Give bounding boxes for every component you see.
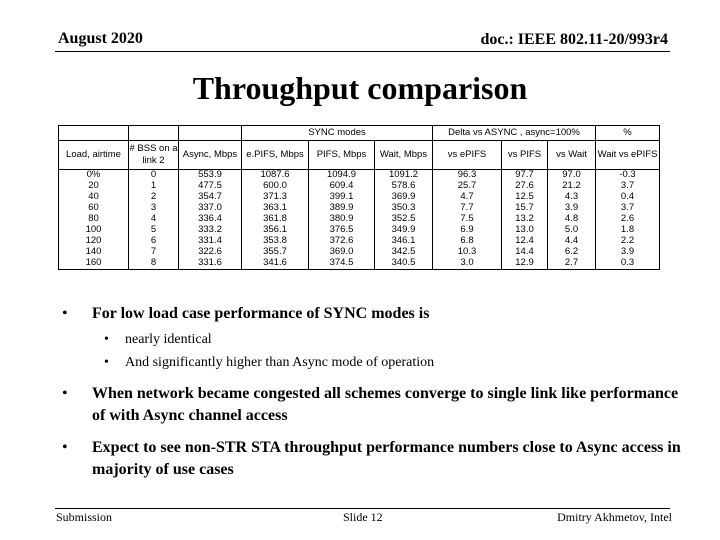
table-cell: 346.1 (375, 236, 433, 247)
bullet-list (62, 303, 682, 481)
table-cell: 477.5 (179, 181, 242, 192)
table-cell: 25.7 (433, 181, 502, 192)
table-cell: 363.1 (242, 203, 309, 214)
table-cell: 20 (59, 181, 129, 192)
table-cell: 341.6 (242, 258, 309, 270)
table-cell: 369.0 (309, 247, 375, 258)
column-header: # BSS on a link 2 (129, 141, 179, 170)
sync-modes-header: SYNC modes (242, 126, 433, 141)
table-cell: 322.6 (179, 247, 242, 258)
table-row (59, 192, 660, 203)
table-cell: 578.6 (375, 181, 433, 192)
table-cell: 6 (129, 236, 179, 247)
table-cell: 4.8 (548, 214, 596, 225)
table-cell: 1.8 (596, 225, 660, 236)
bullet-marker: • (62, 385, 68, 402)
sub-bullet-text: nearly identical (125, 332, 212, 347)
table-row (59, 181, 660, 192)
table-cell: 10.3 (433, 247, 502, 258)
table-cell: 4.7 (433, 192, 502, 203)
table-row (59, 258, 660, 270)
table-row (59, 225, 660, 236)
table-cell: 0.4 (596, 192, 660, 203)
bullet-text: When network became congested all schemes converge to single link like performance of with Async channel access (92, 385, 679, 424)
table-cell: 160 (59, 258, 129, 270)
table-cell: 80 (59, 214, 129, 225)
column-header: Load, airtime (59, 141, 129, 170)
bullet-marker: • (104, 332, 109, 347)
table-group-header-row (59, 126, 660, 141)
table-cell: 5 (129, 225, 179, 236)
column-header: vs PIFS (502, 141, 548, 170)
column-header: vs Wait (548, 141, 596, 170)
footer-author: Dmitry Akhmetov, Intel (557, 510, 672, 524)
table-cell: 0.3 (596, 258, 660, 270)
table-cell: 376.5 (309, 225, 375, 236)
table-cell: 372.6 (309, 236, 375, 247)
table-cell: 6.9 (433, 225, 502, 236)
table-cell: 21.2 (548, 181, 596, 192)
table-cell: 399.1 (309, 192, 375, 203)
table-cell: 2 (129, 192, 179, 203)
throughput-table (58, 125, 660, 270)
table-cell: 331.4 (179, 236, 242, 247)
column-header: e.PIFS, Mbps (242, 141, 309, 170)
table-cell: 380.9 (309, 214, 375, 225)
table-cell: 12.4 (502, 236, 548, 247)
table-cell: 14.4 (502, 247, 548, 258)
slide-title: Throughput comparison (192, 70, 528, 106)
table-cell (129, 126, 179, 141)
footer-slide-number: Slide 12 (343, 510, 383, 524)
table-row (59, 170, 660, 182)
table-cell: 333.2 (179, 225, 242, 236)
table-cell: 13.0 (502, 225, 548, 236)
footer-submission: Submission (56, 510, 113, 524)
percent-header: % (596, 126, 660, 141)
table-cell: 12.5 (502, 192, 548, 203)
table-cell: 8 (129, 258, 179, 270)
column-header: PIFS, Mbps (309, 141, 375, 170)
table-cell: 7.7 (433, 203, 502, 214)
bullet-item (62, 383, 682, 427)
table-cell: 356.1 (242, 225, 309, 236)
table-row (59, 214, 660, 225)
table-cell: 1091.2 (375, 170, 433, 182)
table-cell: 27.6 (502, 181, 548, 192)
table-cell: 352.5 (375, 214, 433, 225)
table-cell: 4 (129, 214, 179, 225)
table-cell: 353.8 (242, 236, 309, 247)
table-column-header-row (59, 141, 660, 170)
table-cell: 361.8 (242, 214, 309, 225)
table-cell: 120 (59, 236, 129, 247)
footer-divider (55, 508, 670, 509)
table-row (59, 236, 660, 247)
table-cell (179, 126, 242, 141)
table-cell: 6.2 (548, 247, 596, 258)
table-cell: 6.8 (433, 236, 502, 247)
table-cell: 369.9 (375, 192, 433, 203)
table-cell: 3.9 (548, 203, 596, 214)
sub-bullet-text: And significantly higher than Async mode of operation (125, 355, 435, 370)
column-header: Wait vs ePIFS (596, 141, 660, 170)
table-cell: 1094.9 (309, 170, 375, 182)
bullet-marker: • (62, 305, 68, 322)
header-doc-id: doc.: IEEE 802.11-20/993r4 (480, 31, 668, 48)
delta-header: Delta vs ASYNC , async=100% (433, 126, 596, 141)
table-cell: 12.9 (502, 258, 548, 270)
table-cell: 2.2 (596, 236, 660, 247)
table-cell: 140 (59, 247, 129, 258)
table-cell: 331.6 (179, 258, 242, 270)
table-cell: 1 (129, 181, 179, 192)
table-cell: 3.9 (596, 247, 660, 258)
table-cell: 5.0 (548, 225, 596, 236)
table-cell: 600.0 (242, 181, 309, 192)
table-cell: 374.5 (309, 258, 375, 270)
header-date: August 2020 (58, 30, 143, 47)
bullet-marker: • (104, 355, 109, 370)
table-cell: 0% (59, 170, 129, 182)
table-cell: 100 (59, 225, 129, 236)
table-cell: 3.0 (433, 258, 502, 270)
sub-bullet-item (62, 330, 682, 350)
table-cell: 350.3 (375, 203, 433, 214)
table-cell: 96.3 (433, 170, 502, 182)
table-cell: 7 (129, 247, 179, 258)
table-cell: 0 (129, 170, 179, 182)
table-cell: 349.9 (375, 225, 433, 236)
table-cell: 336.4 (179, 214, 242, 225)
column-header: Async, Mbps (179, 141, 242, 170)
table-cell: 4.3 (548, 192, 596, 203)
column-header: vs ePIFS (433, 141, 502, 170)
table-row (59, 247, 660, 258)
table-cell: 3 (129, 203, 179, 214)
bullet-text: For low load case performance of SYNC modes is (92, 305, 430, 322)
table-cell: 40 (59, 192, 129, 203)
table-cell: 1087.6 (242, 170, 309, 182)
table-cell: 342.5 (375, 247, 433, 258)
bullet-item (62, 303, 682, 325)
table-cell (59, 126, 129, 141)
table-cell: -0.3 (596, 170, 660, 182)
table-cell: 3.7 (596, 203, 660, 214)
table-cell: 2.6 (596, 214, 660, 225)
table-cell: 389.9 (309, 203, 375, 214)
table-cell: 4.4 (548, 236, 596, 247)
column-header: Wait, Mbps (375, 141, 433, 170)
table-cell: 7.5 (433, 214, 502, 225)
table-cell: 609.4 (309, 181, 375, 192)
table-cell: 354.7 (179, 192, 242, 203)
table-cell: 371.3 (242, 192, 309, 203)
table-cell: 97.7 (502, 170, 548, 182)
bullet-text: Expect to see non-STR STA throughput performance numbers close to Async access in majority of use cases (92, 439, 681, 478)
table-cell: 553.9 (179, 170, 242, 182)
table-cell: 13.2 (502, 214, 548, 225)
table-row (59, 203, 660, 214)
header-divider (55, 51, 670, 52)
table-cell: 337.0 (179, 203, 242, 214)
table-cell: 97.0 (548, 170, 596, 182)
sub-bullet-item (62, 353, 682, 373)
bullet-marker: • (62, 439, 68, 456)
table-cell: 15.7 (502, 203, 548, 214)
table-cell: 355.7 (242, 247, 309, 258)
table-cell: 2.7 (548, 258, 596, 270)
table-cell: 340.5 (375, 258, 433, 270)
table-cell: 60 (59, 203, 129, 214)
bullet-item (62, 437, 682, 481)
table-cell: 3.7 (596, 181, 660, 192)
